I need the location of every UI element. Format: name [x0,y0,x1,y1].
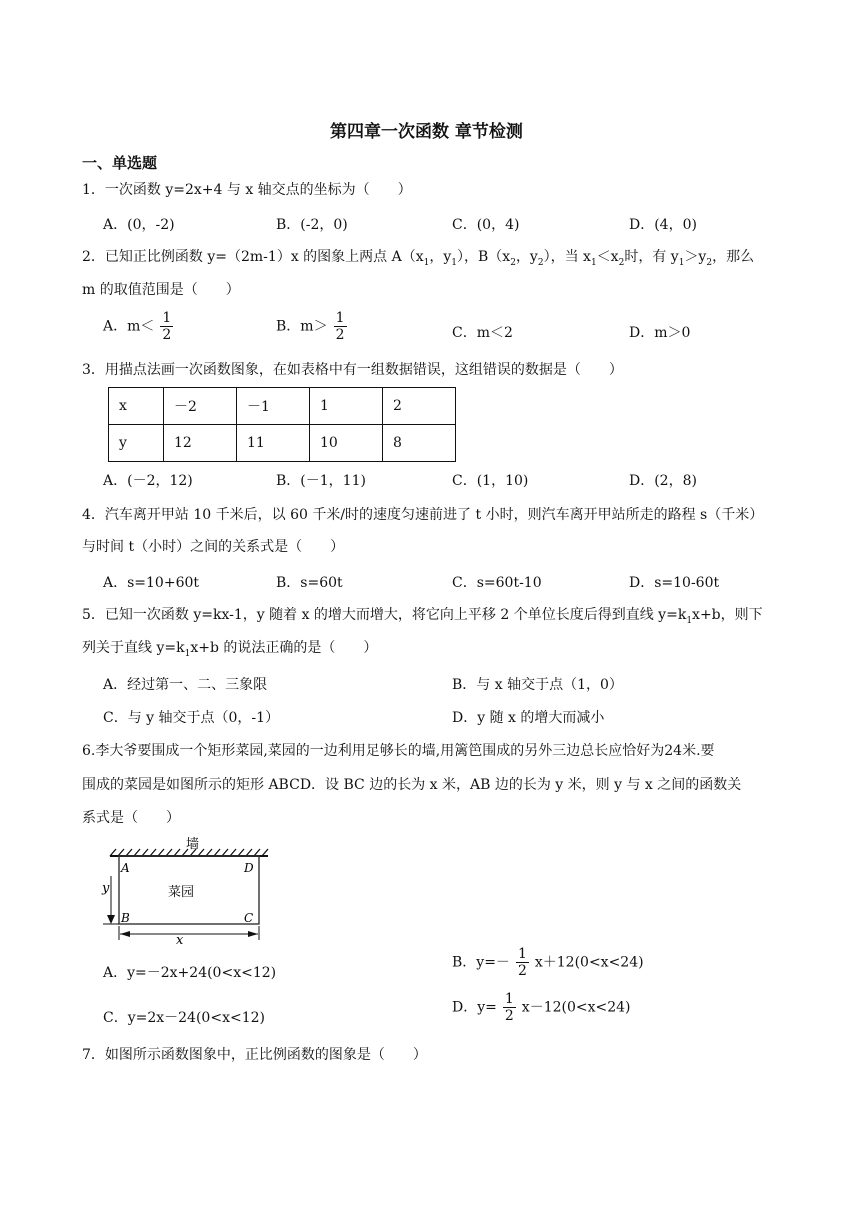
q6-option-b: B．y=－ $\frac{1}{2}$ x＋12(0<x<24) [452,946,644,979]
question-7-text: 7．如图所示函数图象中，正比例函数的图象是（ ） [82,1047,427,1063]
table-row-y [109,425,456,462]
table-row-x [109,388,456,425]
q6-option-a: A．y=－2x+24(0<x<12) [103,965,277,981]
q5-option-d: D．y 随 x 的增大而减小 [452,710,605,726]
question-6-line-1: 6.李大爷要围成一个矩形菜园,菜园的一边利用足够长的墙,用篱笆围成的另外三边总长应恰好为24米.要 [82,743,715,759]
q2-option-d: D．m＞0 [629,325,691,341]
question-2-line-2: m 的取值范围是（ ） [82,282,240,298]
section-heading: 一、单选题 [82,154,158,172]
page-title: 第四章一次函数 章节检测 [330,122,523,142]
q5-option-b: B．与 x 轴交于点（1，0） [452,677,623,693]
q3-option-c: C．(1，10) [452,473,529,489]
table-cell: x [109,388,164,425]
vertex-d-label: D [244,861,254,875]
q5-option-c: C．与 y 轴交于点（0，-1） [103,710,280,726]
question-3-text: 3．用描点法画一次函数图象，在如表格中有一组数据错误，这组错误的数据是（ ） [82,362,623,378]
question-5-line-1: 5．已知一次函数 y=kx-1，y 随着 x 的增大而增大，将它向上平移 2 个单位长度后得到直线 $y=k_1x+b$，则下 [82,607,763,626]
table-cell: 8 [383,425,456,462]
q3-option-b: B．(－1，11) [276,473,366,489]
q4-option-a: A．s=10+60t [103,575,200,591]
garden-label: 菜园 [168,885,195,900]
table-cell: 2 [383,388,456,425]
q6-option-d: D．y= $\frac{1}{2}$ x－12(0<x<24) [452,991,631,1024]
question-4-line-1: 4．汽车离开甲站 10 千米后，以 60 千米/时的速度匀速前进了 t 小时，则汽车离开甲站所走的路程 s（千米） [82,507,764,523]
table-cell: －2 [164,388,237,425]
q1-option-d: D．(4，0) [629,217,697,233]
vertex-a-label: A [121,861,130,875]
q1-option-c: C．(0，4) [452,217,520,233]
garden-figure [98,836,278,946]
table-cell: 12 [164,425,237,462]
fraction-one-half: $\frac{1}{2}$ [504,991,514,1024]
question-6-line-2: 围成的菜园是如图所示的矩形 ABCD．设 BC 边的长为 x 米，AB 边的长为 y 米，则 y 与 x 之间的函数关 [82,777,742,793]
question-5-line-2: 列关于直线 $y=k_1x+b$ 的说法正确的是（ ） [82,640,378,659]
q5-option-a: A．经过第一、二、三象限 [103,677,268,693]
y-dimension-label: y [102,881,110,896]
table-cell: 11 [237,425,310,462]
x-arrow-left-icon [120,931,130,937]
q4-option-c: C．s=60t-10 [452,575,542,591]
data-table [108,387,456,462]
q3-option-d: D．(2，8) [629,473,697,489]
y-arrow-icon [107,915,115,924]
table-cell: 1 [310,388,383,425]
fraction-one-half: $\frac{1}{2}$ [517,946,527,979]
table-cell: y [109,425,164,462]
question-4-line-2: 与时间 t（小时）之间的关系式是（ ） [82,539,345,555]
fraction-one-half: $\frac{1}{2}$ [162,310,172,343]
q1-option-b: B．(-2，0) [276,217,348,233]
q3-option-a: A．(－2，12) [103,473,193,489]
q2-option-a: A．m＜ $\frac{1}{2}$ [103,310,172,343]
x-dimension-label: x [176,933,184,946]
x-arrow-right-icon [248,931,258,937]
q4-option-b: B．s=60t [276,575,343,591]
q2-option-b: B．m＞ $\frac{1}{2}$ [276,310,345,343]
question-2-line-1: 2．已知正比例函数 y=（2m-1）x 的图象上两点 $A(x_1$，$y_1$），$B(x_2$，$y_2$），当 $x_1<x_2$时，有 $y_1>y_2$，那么 [82,249,755,268]
q1-option-a: A．(0，-2) [103,217,175,233]
q4-option-d: D．s=10-60t [629,575,720,591]
question-6-line-3: 系式是（ ） [82,810,180,826]
table-cell: －1 [237,388,310,425]
vertex-b-label: B [121,911,130,925]
vertex-c-label: C [244,911,254,925]
question-1-text: 1．一次函数 y=2x+4 与 x 轴交点的坐标为（ ） [82,182,412,198]
fraction-one-half: $\frac{1}{2}$ [335,310,345,343]
q2-option-c: C．m＜2 [452,325,513,341]
wall-label: 墙 [186,837,200,852]
table-cell: 10 [310,425,383,462]
q6-option-c: C．y=2x－24(0<x<12) [103,1010,265,1026]
